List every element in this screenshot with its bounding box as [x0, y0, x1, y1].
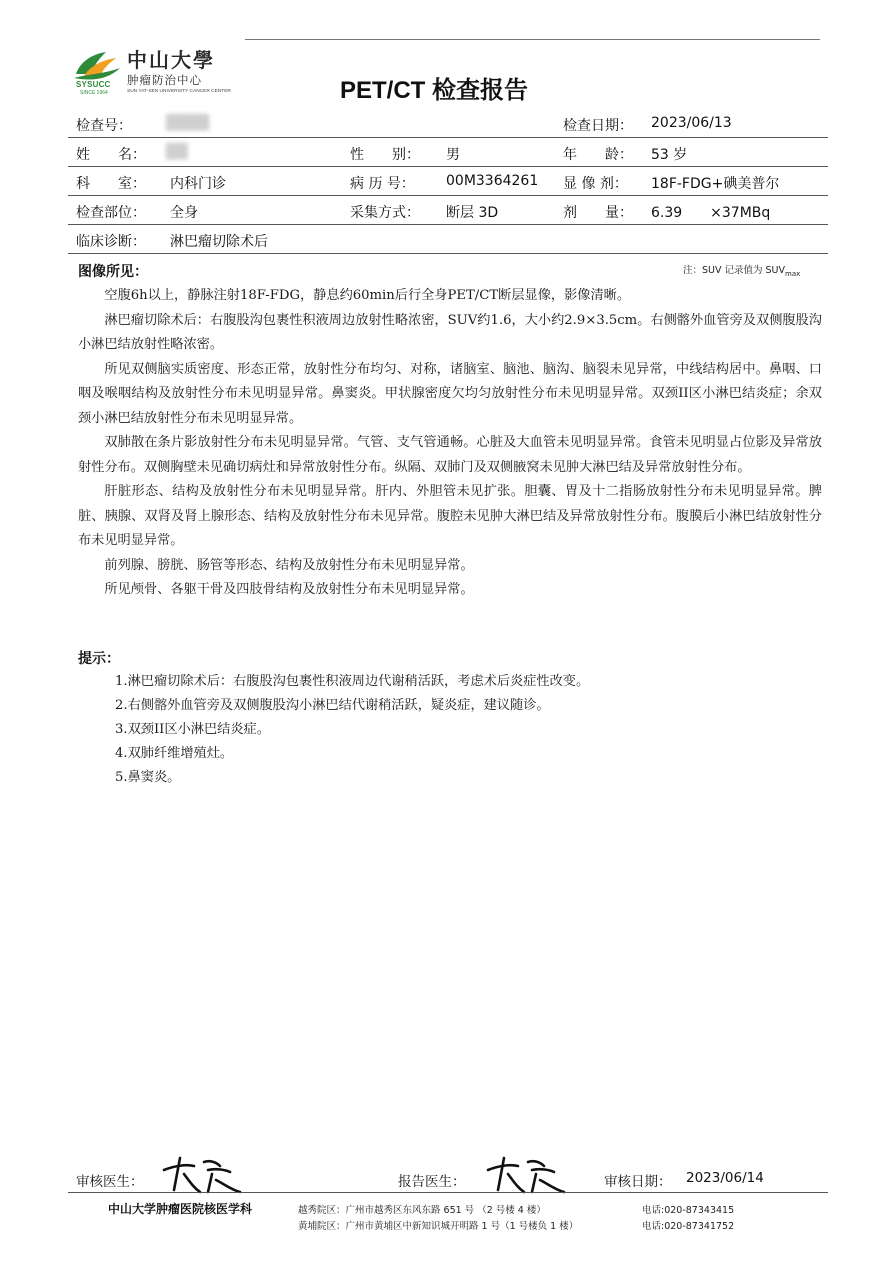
- suv-note-sub: max: [785, 269, 801, 278]
- dept-value: 内科门诊: [170, 176, 226, 192]
- tracer-label: 显 像 剂：: [563, 176, 628, 192]
- logo-abbr: SYSUCC: [76, 80, 111, 89]
- info-row-diagnosis: [68, 225, 828, 254]
- sex-label: 性 别：: [350, 147, 420, 163]
- record-label: 病 历 号：: [350, 176, 415, 192]
- info-row-name: [68, 138, 828, 167]
- info-row-part: [68, 196, 828, 225]
- record-value: 00M3364261: [446, 173, 539, 189]
- tips-label: 提示：: [78, 651, 120, 667]
- exam-no-label: 检查号：: [76, 118, 132, 134]
- info-row-dept: [68, 167, 828, 196]
- sex-value: 男: [446, 147, 460, 163]
- dose-value: 6.39 ×37MBq: [651, 205, 771, 221]
- exam-date-label: 检查日期：: [563, 118, 633, 134]
- findings-paragraph: 空腹6h以上，静脉注射18F-FDG，静息约60min后行全身PET/CT断层显像，影像清晰。: [104, 288, 631, 303]
- header-rule: [245, 39, 820, 40]
- campus-phone-1: 电话:020-87343415: [642, 1205, 735, 1216]
- name-label: 姓 名：: [76, 147, 146, 163]
- exam-no-value: ████: [166, 115, 210, 131]
- findings-paragraph: 所见颅骨、各躯干骨及四肢骨结构及放射性分布未见明显异常。: [104, 582, 474, 597]
- part-label: 检查部位：: [76, 205, 146, 221]
- age-value: 53 岁: [651, 147, 688, 163]
- suv-note: [683, 262, 800, 278]
- tips-list: [115, 670, 815, 790]
- tracer-value: 18F-FDG+碘美普尔: [651, 176, 780, 192]
- logo-cn-sub: 肿瘤防治中心: [127, 73, 202, 87]
- tip-item: 2.右侧髂外血管旁及双侧腹股沟小淋巴结代谢稍活跃，疑炎症，建议随诊。: [115, 698, 550, 713]
- method-label: 采集方式：: [350, 205, 420, 221]
- campus-address-1: 越秀院区：广州市越秀区东风东路 651 号 （2 号楼 4 楼）: [298, 1205, 546, 1216]
- findings-paragraph: 双肺散在条片影放射性分布未见明显异常。气管、支气管通畅。心脏及大血管未见明显异常。食管未见明显占位影及异常放射性分布。双侧胸壁未见确切病灶和异常放射性分布。纵隔、双肺门及双侧腋窝未见肿大淋巴结及异常放射性分布。: [78, 435, 822, 475]
- dose-label: 剂 量：: [563, 205, 633, 221]
- diagnosis-label: 临床诊断：: [76, 234, 146, 250]
- department-name: 中山大学肿瘤医院核医学科: [108, 1202, 253, 1216]
- hospital-logo: [70, 44, 240, 100]
- reporter-label: 报告医生：: [398, 1174, 466, 1190]
- exam-date-value: 2023/06/13: [651, 115, 732, 131]
- part-value: 全身: [170, 205, 198, 221]
- findings-paragraph: 肝脏形态、结构及放射性分布未见明显异常。肝内、外胆管未见扩张。胆囊、胃及十二指肠放射性分布未见明显异常。脾脏、胰腺、双肾及肾上腺形态、结构及放射性分布未见异常。腹腔未见肿大淋巴结及异常放射性分布。腹膜后小淋巴结放射性分布未见明显异常。: [78, 484, 822, 548]
- reporter-signature: [484, 1152, 570, 1196]
- tip-item: 1.淋巴瘤切除术后：右腹股沟包裹性积液周边代谢稍活跃，考虑术后炎症性改变。: [115, 674, 590, 689]
- logo-since: SINCE 1964: [80, 90, 108, 96]
- campus-phone-2: 电话:020-87341752: [642, 1221, 735, 1232]
- diagnosis-value: 淋巴瘤切除术后: [170, 234, 268, 250]
- findings-body: [78, 284, 822, 603]
- suv-note-text: 注：SUV 记录值为 SUV: [683, 265, 786, 276]
- tip-item: 3.双颈II区小淋巴结炎症。: [115, 722, 270, 737]
- campus-address-2: 黄埔院区：广州市黄埔区中新知识城开明路 1 号（1 号楼负 1 楼）: [298, 1221, 579, 1232]
- age-label: 年 龄：: [563, 147, 633, 163]
- findings-paragraph: 所见双侧脑实质密度、形态正常，放射性分布均匀、对称，诸脑室、脑池、脑沟、脑裂未见异常，中线结构居中。鼻咽、口咽及喉咽结构及放射性分布未见明显异常。鼻窦炎。甲状腺密度欠均匀放射性分布未见明显异常。双颈II区小淋巴结炎症；余双颈小淋巴结放射性分布未见明显异常。: [78, 361, 822, 426]
- page-title: PET/CT 检查报告: [340, 77, 529, 104]
- reviewer-label: 审核医生：: [76, 1174, 144, 1190]
- review-date-value: 2023/06/14: [686, 1170, 764, 1186]
- findings-paragraph: 前列腺、膀胱、肠管等形态、结构及放射性分布未见明显异常。: [104, 557, 474, 573]
- dept-label: 科 室：: [76, 176, 146, 192]
- footer-rule: [68, 1192, 828, 1193]
- patient-info-table: [68, 109, 828, 254]
- logo-cn-name: 中山大學: [127, 48, 215, 72]
- tip-item: 4.双肺纤维增殖灶。: [115, 746, 234, 761]
- review-date-label: 审核日期：: [604, 1174, 672, 1190]
- logo-en-name: SUN YAT-SEN UNIVERSITY CANCER CENTER: [127, 89, 231, 94]
- findings-label: 图像所见：: [78, 264, 148, 280]
- method-value: 断层 3D: [446, 205, 499, 221]
- info-row-exam: [68, 109, 828, 138]
- tip-item: 5.鼻窦炎。: [115, 770, 181, 785]
- findings-paragraph: 淋巴瘤切除术后：右腹股沟包裹性积液周边放射性略浓密，SUV约1.6，大小约2.9×3.5cm。右侧髂外血管旁及双侧腹股沟小淋巴结放射性略浓密。: [78, 312, 822, 352]
- name-value: ██: [166, 144, 188, 160]
- reviewer-signature: [160, 1152, 246, 1196]
